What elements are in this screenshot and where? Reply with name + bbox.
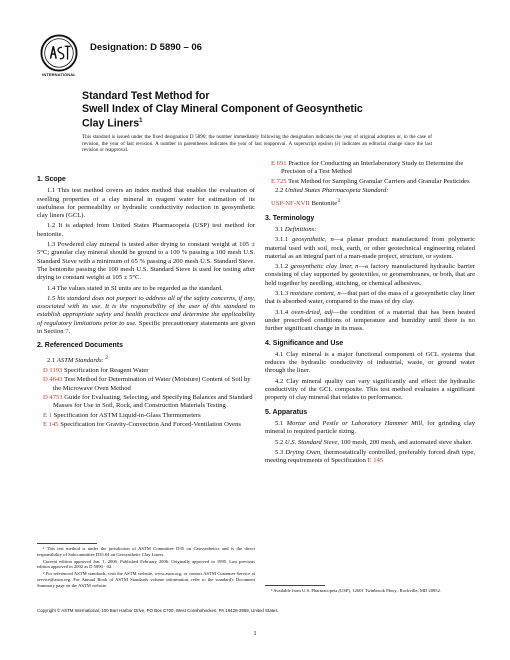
definition-text: —the condition of a material that has been heated under prescribed conditions of temperature and humidity until there is no further significant change in its mass. [265, 308, 475, 333]
footnote-ref: 3 [337, 198, 340, 205]
reference-code-link[interactable]: D 1193 [43, 367, 63, 375]
definition-moisture-content [265, 290, 475, 307]
title-line-3-wrap [82, 115, 412, 130]
reference-title: Test Method for Determination of Water (Moisture) Content of Soil by the Microwave Oven Method [53, 376, 251, 392]
page-number: 1 [253, 630, 257, 637]
paragraph-5-1 [265, 420, 475, 437]
title-footnote-ref: 1 [139, 118, 143, 125]
section-heading-terminology: 3. Terminology [265, 214, 315, 222]
paragraph-1-3: 1.3 Powdered clay mineral is tested after drying to constant weight at 105 ± 5°C; granular clay mineral should be ground to a 100 % passing a 100 mesh U.S. Standard Sieve with a minimum of 65 % passing a 200 mesh U.S. Standard Sieve. The bentonite passing the 100 mesh U.S. Standard Sieve is used for testing after drying to constant weight at 105 ± 5°C. [37, 241, 255, 282]
apparatus-text: , for grinding clay mineral to required particle sizing. [265, 419, 476, 436]
title-line-1: Standard Test Method for [82, 90, 210, 102]
definition-oven-dried [265, 309, 475, 334]
term: oven-dried, adj [291, 308, 333, 316]
reference-code-link[interactable]: E 1 [43, 411, 52, 419]
paragraph-2-2 [265, 187, 475, 195]
issuance-notice: This standard is issued under the fixed designation D 5890; the number immediately following the designation indicates the year of original adoption or, in the case of revision, the year of last revision. A number in parentheses indicates the year of last reapproval. A superscript epsilon (ε) indicates an editorial change since the last revision or reapproval. [82, 134, 432, 153]
reference-code-link[interactable]: USP-NF-XVII [271, 200, 310, 208]
section-heading-referenced-documents: 2. Referenced Documents [37, 342, 123, 350]
paragraph-5-2 [265, 439, 475, 447]
reference-code-link[interactable]: E 691 [271, 160, 287, 167]
paragraph-4-1: 4.1 Clay mineral is a major functional component of GCL systems that reduces the hydraulic conductivity of industrial, waste, or ground water through the liner. [265, 350, 475, 375]
label: 3.1.4 [275, 308, 292, 316]
reference-item [37, 376, 255, 393]
e145-link[interactable]: E 145 [367, 457, 384, 465]
reference-title: Practice for Conducting an Interlaboratory Study to Determine the Precision of a Test Method [281, 160, 464, 176]
reference-title: Bentonite [309, 200, 338, 208]
reference-code-link[interactable]: E 725 [271, 177, 287, 185]
definition-gcl [265, 263, 475, 288]
paragraph-1-5 [37, 295, 255, 336]
term: geosynthetic, n [292, 236, 334, 244]
reference-item [37, 367, 255, 375]
reference-title: Specification for Reagent Water [62, 367, 149, 375]
safety-caveat: 1.5 his standard does not purport to address all of the safety concerns, if any, associated with its use. It is the responsibility of the user of this standard to establish appropriate safety and health practices and determine the applicability of regulatory limitations prior to use. [37, 294, 255, 327]
footnote-2: ² For referenced ASTM standards, visit the ASTM website, www.astm.org, or contact ASTM Customer Service at service@astm.org. For Annual Book of ASTM Standards volume information, refer to the standard's Document Summary page on the ASTM website. [37, 571, 255, 588]
reference-item [37, 412, 255, 420]
label: 3.1.2 [275, 263, 291, 271]
paragraph-5-3 [265, 449, 475, 466]
term: geosynthetic clay liner, n [290, 263, 359, 271]
definition-text: —a factory manufactured hydraulic barrier consisting of clay supported by geotextiles, or geomembranes, or both, that are held together by needling, stitching, or chemical adhesives. [265, 263, 475, 287]
footnote-1-edition: Current edition approved Jan. 1, 2006. Published February 2006. Originally approved in 1995. Last previous edition approved in 2002 as D 5890 - 02. [37, 558, 255, 570]
paragraph-1-1: 1.1 This test method covers an index method that enables the evaluation of swelling properties of a clay mineral in reagent water for estimation of its usefulness for permeability or hydraulic conductivity reduction in geosynthetic clay liners (GCL). [37, 187, 255, 220]
usp-standard-label: United States Pharmacopeia Standard: [284, 186, 389, 194]
label: 2.2 [275, 186, 285, 194]
right-column [265, 160, 475, 467]
footnotes [37, 546, 255, 590]
label: 3.1.3 [275, 290, 290, 298]
reference-item [37, 394, 255, 411]
apparatus-name: Mortar and Pestle or Laboratory Hammer Mill [286, 419, 423, 427]
reference-item [265, 178, 475, 186]
title-line-3: Clay Liners [82, 117, 140, 130]
label: 5.1 [275, 419, 287, 427]
paragraph-2-1 [37, 354, 255, 365]
paragraph-3-1 [265, 226, 475, 234]
apparatus-text: , thermostatically controlled, preferably forced draft type, meeting requirements of Specification [265, 448, 476, 465]
label: 5.3 [275, 448, 286, 456]
reference-item [37, 421, 255, 429]
logo-caption: INTERNATIONAL [42, 72, 76, 77]
footnote-divider [265, 585, 325, 586]
astm-standards-label: ASTM Standards: [56, 356, 104, 364]
term: moisture content, n [289, 290, 341, 298]
reference-code-link[interactable]: E 145 [43, 420, 59, 428]
reference-code-link[interactable]: D 4753 [43, 394, 63, 402]
section-heading-scope: 1. Scope [37, 176, 66, 183]
paragraph-1-4: 1.4 The values stated in SI units are to be regarded as the standard. [47, 284, 223, 292]
footnote-ref: 2 [103, 354, 108, 361]
label: 3.1 [275, 225, 285, 233]
footnote-divider [37, 543, 97, 544]
reference-title: Specification for Gravity-Convection And Forced-Ventilation Ovens [58, 420, 241, 428]
designation: Designation: D 5890 – 06 [90, 42, 202, 53]
reference-title: Test Method for Sampling Granular Carriers and Granular Pesticides [286, 177, 470, 185]
label: 2.1 [47, 356, 57, 364]
apparatus-name: U.S. Standard Sieve [284, 438, 338, 446]
section-heading-significance: 4. Significance and Use [265, 339, 344, 347]
paragraph-4-2: 4.2 Clay mineral quality can vary significantly and effect the hydraulic conductivity of the GCL composite. This test method evaluates a significant property of clay mineral that relates to performance. [265, 377, 475, 402]
footnote-1: ¹ This test method is under the jurisdiction of ASTM Committee D35 on Geosynthetics and is the direct responsibility of Subcommittee D35.04 on Geosynthetic Clay Liners. [37, 546, 255, 557]
definition-text: —a planar product manufactured from polymeric material used with soil, rock, earth, or other geotechnical engineering related material as an integral part of a man-made project, structure, or system. [265, 236, 475, 260]
apparatus-text: , 100 mesh, 200 mesh, and automated sieve shaker. [337, 438, 473, 446]
definitions-label: Definitions: [284, 225, 317, 233]
document-title [82, 90, 412, 130]
paragraph-1-2: 1.2 It is adapted from United States Pharmacopeia (USP) test method for bentonite. [37, 222, 255, 238]
definition-text: —that part of the mass of a geosynthetic clay liner that is absorbed water, compared to the mass of dry clay. [265, 290, 475, 306]
copyright-line: Copyright © ASTM International, 100 Barr Harbor Drive, PO Box C700, West Conshohocken, PA 19428-2959, United States. [37, 608, 279, 613]
reference-title: Specification for ASTM Liquid-in-Glass Thermometers [51, 411, 201, 419]
section-heading-apparatus: 5. Apparatus [265, 408, 308, 416]
astm-logo-icon [40, 34, 78, 72]
title-line-2: Swell Index of Clay Mineral Component of Geosynthetic [82, 102, 363, 115]
reference-title: Guide for Evaluating, Selecting, and Specifying Balances and Standard Masses for Use in Soil, Rock, and Construction Materials Testing [53, 394, 253, 410]
section-7-link[interactable]: 7 [65, 328, 69, 336]
precaution-text: Specific precautionary statements are given in Section [37, 319, 255, 336]
reference-code-link[interactable]: D 4643 [43, 376, 63, 384]
left-column [37, 170, 255, 430]
period: . [68, 328, 71, 336]
apparatus-name: Drying Oven [285, 448, 321, 456]
label: 3.1.1 [275, 236, 293, 244]
label: 5.2 [275, 438, 285, 446]
reference-item [265, 197, 475, 208]
reference-item [265, 160, 475, 177]
definition-geosynthetic [265, 236, 475, 261]
footnote-3: ³ Available from U.S. Pharmacopeia (USP), 12601 Twinbrook Pkwy., Rockville, MD 20852. [271, 588, 442, 593]
